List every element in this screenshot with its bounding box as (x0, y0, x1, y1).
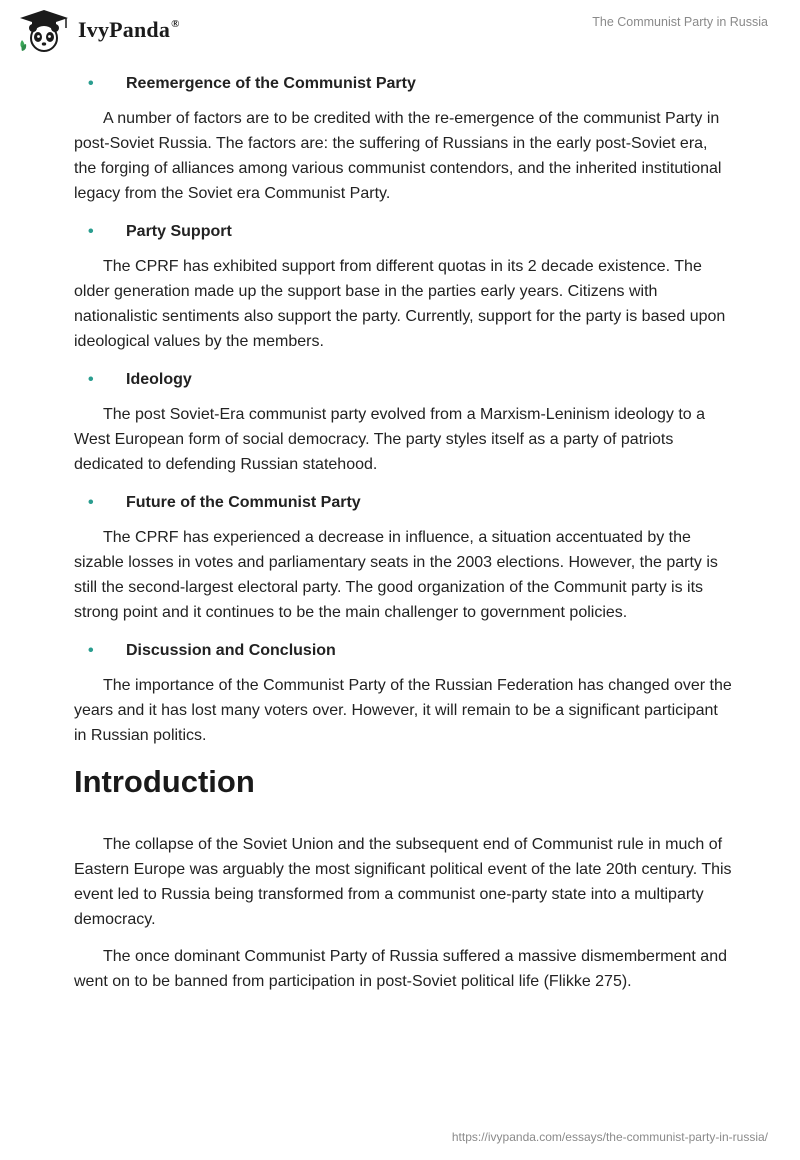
section-heading-text: Reemergence of the Communist Party (126, 75, 416, 92)
section-heading (74, 218, 734, 246)
bullet-icon: • (88, 223, 94, 240)
section-heading-text: Discussion and Conclusion (126, 642, 336, 659)
panda-graduate-icon (16, 8, 72, 52)
footer-url-link[interactable]: https://ivypanda.com/essays/the-communist-party-in-russia/ (451, 1130, 768, 1144)
section-heading-text: Party Support (126, 223, 232, 240)
document-title: The Communist Party in Russia (592, 15, 768, 29)
introduction-paragraph: The once dominant Communist Party of Russia suffered a massive dismemberment and went on to be banned from participation in post-Soviet political life (Flikke 275). (74, 948, 727, 990)
section-heading (74, 637, 734, 665)
section-paragraph: The post Soviet-Era communist party evolved from a Marxism-Leninism ideology to a West European form of social democracy. The party styles itself as a party of patriots dedicated to defending Russian statehood. (74, 406, 706, 473)
bullet-icon: • (88, 494, 94, 511)
ivypanda-logo[interactable] (16, 8, 180, 52)
section-heading (74, 366, 734, 394)
bullet-icon: • (88, 371, 94, 388)
section-heading (74, 70, 734, 98)
section-paragraph: The CPRF has experienced a decrease in influence, a situation accentuated by the sizable losses in votes and parliamentary seats in the 2003 elections. However, the party is still the second-largest electoral party. The good organization of the Communit party is its strong point and it continues to be the main challenger to government policies. (74, 529, 718, 621)
page-header (0, 0, 800, 60)
section-paragraph: A number of factors are to be credited with the re-emergence of the communist Party in post-Soviet Russia. The factors are: the suffering of Russians in the early post-Soviet era, the forging of alliances among various communist contendors, and the inherited institutional legacy from the Soviet era Communist Party. (74, 110, 722, 202)
bullet-icon: • (88, 75, 94, 92)
section-heading (74, 489, 734, 517)
introduction-paragraph: The collapse of the Soviet Union and the subsequent end of Communist rule in much of Eastern Europe was arguably the most significant political event of the late 20th century. This event led to Russia being transformed from a communist one-party state into a multiparty democracy. (74, 836, 732, 928)
section-paragraph: The importance of the Communist Party of the Russian Federation has changed over the years and it has lost many voters over. However, it will remain to be a significant participant in Russian politics. (74, 677, 732, 744)
introduction-heading: Introduction (74, 764, 255, 799)
essay-content (74, 70, 734, 1006)
bullet-icon: • (88, 642, 94, 659)
section-paragraph: The CPRF has exhibited support from different quotas in its 2 decade existence. The older generation made up the support base in the parties early years. Citizens with nationalistic sentiments also support the party. Currently, support for the party is based upon ideological values by the members. (74, 258, 726, 350)
logo-wordmark: IvyPanda® (78, 17, 180, 42)
section-heading-text: Ideology (126, 371, 192, 388)
section-heading-text: Future of the Communist Party (126, 494, 361, 511)
